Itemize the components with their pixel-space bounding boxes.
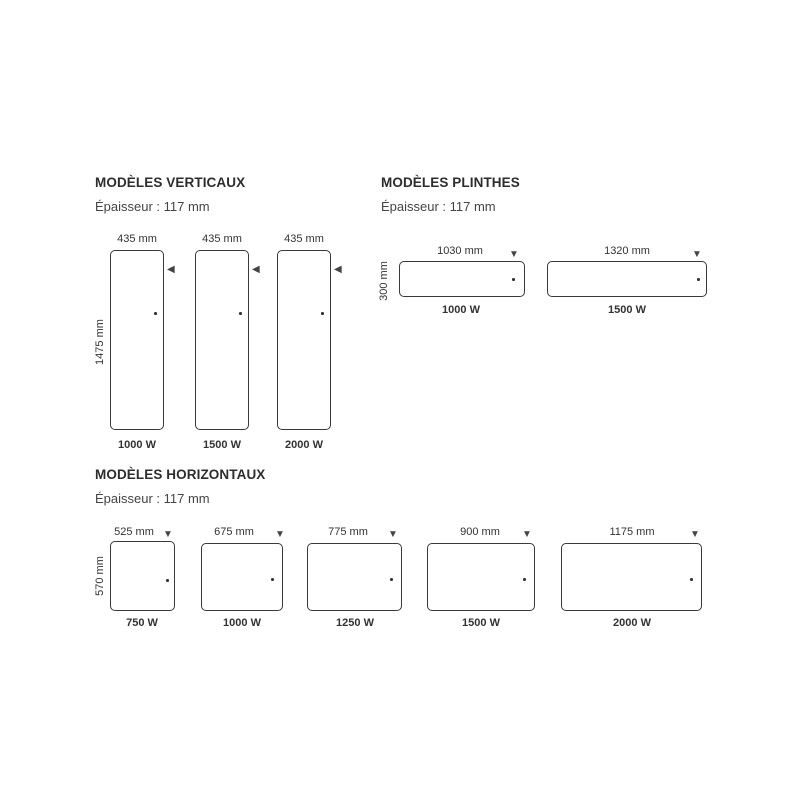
vertical-model-2-power: 1500 W [203,439,241,451]
wall-arrow-icon: ◀ [167,264,175,275]
vertical-model-1-power: 1000 W [118,439,156,451]
horizontal-thickness: Épaisseur : 117 mm [95,491,210,506]
horizontal-height-label: 570 mm [94,556,106,596]
plinth-thickness: Épaisseur : 117 mm [381,199,496,214]
horizontal-model-1-power: 750 W [126,617,158,629]
wall-arrow-icon: ◀ [252,264,260,275]
top-arrow-icon: ▼ [690,529,700,540]
thermostat-dot [166,579,169,582]
vertical-model-1-width: 435 mm [117,233,157,245]
plinth-model-2-power: 1500 W [608,304,646,316]
horizontal-model-5-panel [561,543,702,611]
top-arrow-icon: ▼ [692,249,702,260]
vertical-section-title: MODÈLES VERTICAUX [95,175,246,190]
top-arrow-icon: ▼ [163,529,173,540]
horizontal-model-4-panel [427,543,535,611]
horizontal-model-5-width: 1175 mm [609,526,655,538]
horizontal-model-2-panel [201,543,283,611]
horizontal-model-5-power: 2000 W [613,617,651,629]
vertical-model-2-panel [195,250,249,430]
vertical-model-3-panel [277,250,331,430]
wall-arrow-icon: ◀ [334,264,342,275]
vertical-model-3-width: 435 mm [284,233,324,245]
vertical-model-3-power: 2000 W [285,439,323,451]
vertical-model-1-panel [110,250,164,430]
horizontal-model-2-power: 1000 W [223,617,261,629]
vertical-thickness: Épaisseur : 117 mm [95,199,210,214]
horizontal-model-2-width: 675 mm [214,526,254,538]
horizontal-model-4-width: 900 mm [460,526,500,538]
thermostat-dot [154,312,157,315]
thermostat-dot [690,578,693,581]
vertical-height-label: 1475 mm [94,319,106,365]
thermostat-dot [321,312,324,315]
thermostat-dot [512,278,515,281]
thermostat-dot [390,578,393,581]
horizontal-model-1-panel [110,541,175,611]
thermostat-dot [271,578,274,581]
plinth-height-label: 300 mm [378,261,390,301]
vertical-model-2-width: 435 mm [202,233,242,245]
top-arrow-icon: ▼ [275,529,285,540]
horizontal-model-1-width: 525 mm [114,526,154,538]
plinth-section-title: MODÈLES PLINTHES [381,175,520,190]
horizontal-model-3-power: 1250 W [336,617,374,629]
plinth-model-1-panel [399,261,525,297]
plinth-model-1-power: 1000 W [442,304,480,316]
top-arrow-icon: ▼ [522,529,532,540]
horizontal-section-title: MODÈLES HORIZONTAUX [95,467,266,482]
thermostat-dot [697,278,700,281]
top-arrow-icon: ▼ [509,249,519,260]
thermostat-dot [523,578,526,581]
top-arrow-icon: ▼ [388,529,398,540]
thermostat-dot [239,312,242,315]
horizontal-model-3-panel [307,543,402,611]
plinth-model-2-width: 1320 mm [604,245,650,257]
plinth-model-2-panel [547,261,707,297]
plinth-model-1-width: 1030 mm [437,245,483,257]
horizontal-model-4-power: 1500 W [462,617,500,629]
horizontal-model-3-width: 775 mm [328,526,368,538]
